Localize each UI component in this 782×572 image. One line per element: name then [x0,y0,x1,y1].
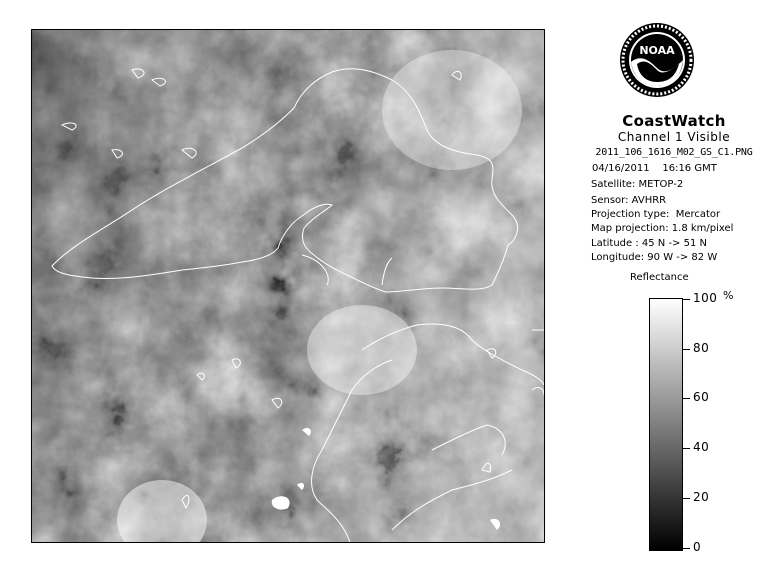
sensor-label: Sensor: AVHRR [591,195,667,206]
map-projection-label: Map projection: 1.8 km/pixel [591,223,734,234]
app-title: CoastWatch [622,112,726,130]
noaa-logo [619,22,695,98]
colorbar-tick-label: 100 [693,291,718,305]
cloud-image-svg [32,30,544,542]
colorbar-tick [682,299,690,300]
satellite-label: Satellite: METOP-2 [591,179,684,190]
longitude-label: Longitude: 90 W -> 82 W [591,252,718,263]
logo-text: NOAA [639,44,675,57]
satellite-image [31,29,545,543]
colorbar-title: Reflectance [630,272,689,283]
colorbar-tick-label: 60 [693,390,710,404]
channel-label: Channel 1 Visible [617,130,731,144]
colorbar-tick [682,398,690,399]
colorbar-tick [682,498,690,499]
colorbar-tick [682,349,690,350]
latitude-label: Latitude : 45 N -> 51 N [591,238,707,249]
colorbar-tick [682,548,690,549]
colorbar-tick-label: 40 [693,440,710,454]
projection-type-label: Projection type: Mercator [591,209,721,220]
colorbar-tick-label: 20 [693,490,710,504]
colorbar-unit: % [723,289,734,302]
colorbar-tick-label: 80 [693,341,710,355]
filename-label: 2011_106_1616_M02_GS_C1.PNG [595,147,753,158]
colorbar-tick [682,448,690,449]
reflectance-colorbar [649,298,683,551]
colorbar-tick-label: 0 [693,540,702,554]
datetime-label: 04/16/2011 16:16 GMT [592,163,717,174]
